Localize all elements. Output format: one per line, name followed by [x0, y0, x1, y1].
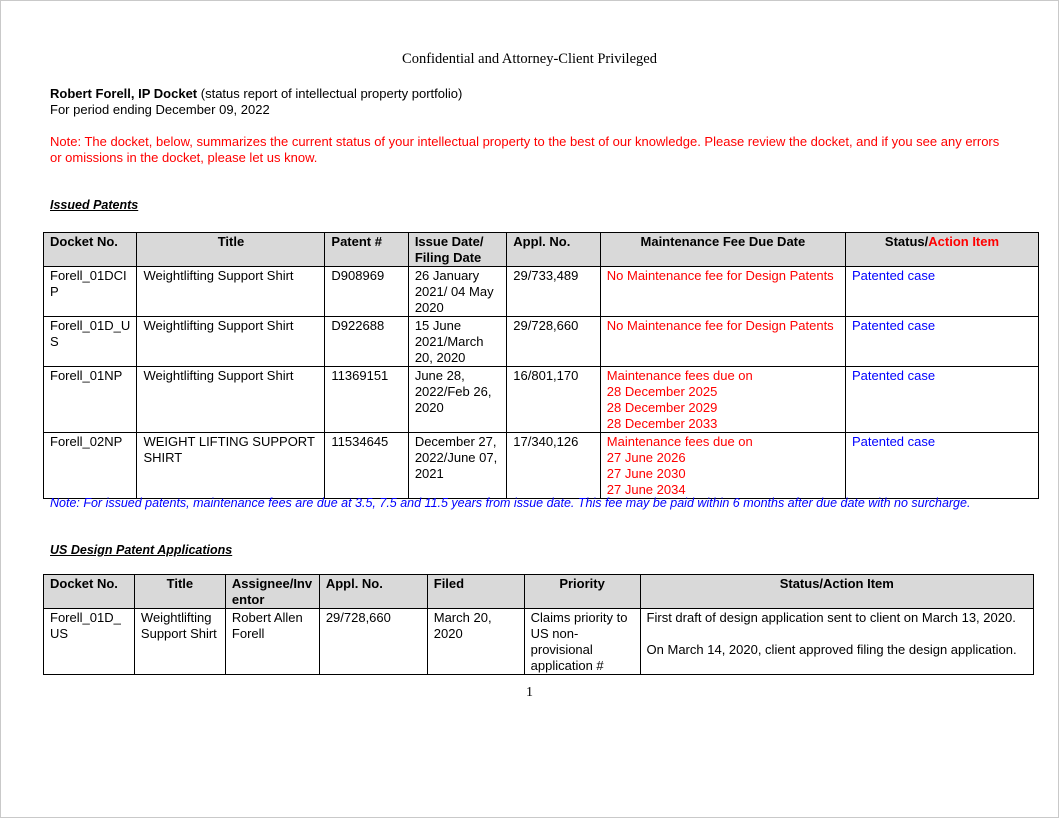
col-appl-no: Appl. No. [319, 575, 427, 609]
cell-issue-filing: 26 January 2021/ 04 May 2020 [408, 267, 506, 317]
cell-maintenance: No Maintenance fee for Design Patents [600, 267, 845, 317]
col-assignee-inventor: Assignee/Inventor [225, 575, 319, 609]
cell-priority: Claims priority to US non-provisional application # [524, 609, 640, 675]
cell-status: Patented case [845, 433, 1038, 499]
col-patent-no: Patent # [325, 233, 408, 267]
maintenance-line: Maintenance fees due on [606, 368, 753, 383]
confidentiality-header: Confidential and Attorney-Client Privileged [402, 51, 657, 67]
table-row [44, 367, 1039, 433]
docket-subtitle: (status report of intellectual property portfolio) [197, 86, 463, 101]
col-docket-no: Docket No. [44, 575, 135, 609]
design-apps-table [43, 574, 1034, 675]
cell-docket: Forell_01D_US [44, 609, 135, 675]
cell-status: Patented case [845, 317, 1038, 367]
docket-title [50, 86, 462, 101]
cell-maintenance [600, 433, 845, 499]
maintenance-date: 27 June 2030 [606, 466, 686, 481]
cell-status [640, 609, 1033, 675]
cell-issue-filing: June 28, 2022/Feb 26, 2020 [408, 367, 506, 433]
table-row [44, 317, 1039, 367]
action-item-label: Action Item [928, 234, 1000, 249]
review-note: Note: The docket, below, summarizes the current status of your intellectual property to the best of our knowledge. Please review the docket, and if you see any errors or omissions in the docket, please let us know. [50, 134, 1000, 165]
maintenance-date: 27 June 2034 [606, 482, 686, 497]
cell-title: WEIGHT LIFTING SUPPORT SHIRT [137, 433, 325, 499]
cell-maintenance: No Maintenance fee for Design Patents [600, 317, 845, 367]
status-entry: First draft of design application sent to client on March 13, 2020. [646, 610, 1016, 625]
cell-assignee: Robert Allen Forell [225, 609, 319, 675]
cell-patent: D922688 [325, 317, 408, 367]
page-number: 1 [526, 685, 533, 700]
cell-appl: 17/340,126 [507, 433, 600, 499]
maintenance-line: Maintenance fees due on [606, 434, 753, 449]
cell-appl: 29/733,489 [507, 267, 600, 317]
issued-patents-heading: Issued Patents [50, 198, 139, 212]
cell-status: Patented case [845, 367, 1038, 433]
col-title: Title [137, 233, 325, 267]
table-row [44, 433, 1039, 499]
status-entry: On March 14, 2020, client approved filing the design application. [646, 642, 1017, 657]
cell-title: Weightlifting Support Shirt [134, 609, 225, 675]
cell-docket: Forell_02NP [44, 433, 137, 499]
status-label: Status/ [884, 234, 929, 249]
col-filed: Filed [427, 575, 524, 609]
table-row [44, 267, 1039, 317]
design-apps-heading: US Design Patent Applications [50, 543, 233, 557]
cell-docket: Forell_01DCIP [44, 267, 137, 317]
col-title: Title [134, 575, 225, 609]
maintenance-fee-note: Note: For issued patents, maintenance fees are due at 3.5, 7.5 and 11.5 years from issue date. This fee may be paid within 6 months after due date with no surcharge. [50, 496, 971, 510]
table-header-row [44, 575, 1034, 609]
client-name: Robert Forell, IP Docket [50, 86, 198, 101]
cell-docket: Forell_01D_US [44, 317, 137, 367]
cell-patent: 11534645 [325, 433, 408, 499]
cell-status: Patented case [845, 267, 1038, 317]
cell-issue-filing: December 27, 2022/June 07, 2021 [408, 433, 506, 499]
table-header-row [44, 233, 1039, 267]
cell-title: Weightlifting Support Shirt [137, 317, 325, 367]
cell-appl: 16/801,170 [507, 367, 600, 433]
cell-patent: D908969 [325, 267, 408, 317]
col-status-action [845, 233, 1038, 267]
cell-issue-filing: 15 June 2021/March 20, 2020 [408, 317, 506, 367]
cell-title: Weightlifting Support Shirt [137, 367, 325, 433]
col-appl-no: Appl. No. [507, 233, 600, 267]
cell-docket: Forell_01NP [44, 367, 137, 433]
report-period: For period ending December 09, 2022 [50, 102, 270, 117]
col-docket-no: Docket No. [44, 233, 137, 267]
col-status-action: Status/Action Item [640, 575, 1033, 609]
table-row [44, 609, 1034, 675]
cell-appl: 29/728,660 [507, 317, 600, 367]
issued-patents-table [43, 232, 1039, 499]
maintenance-date: 28 December 2029 [606, 400, 718, 415]
cell-filed: March 20, 2020 [427, 609, 524, 675]
cell-title: Weightlifting Support Shirt [137, 267, 325, 317]
col-maintenance-fee: Maintenance Fee Due Date [600, 233, 845, 267]
cell-appl: 29/728,660 [319, 609, 427, 675]
cell-patent: 11369151 [325, 367, 408, 433]
maintenance-date: 27 June 2026 [606, 450, 686, 465]
cell-maintenance [600, 367, 845, 433]
col-priority: Priority [524, 575, 640, 609]
maintenance-date: 28 December 2033 [606, 416, 718, 431]
col-issue-filing-date: Issue Date/ Filing Date [408, 233, 506, 267]
maintenance-date: 28 December 2025 [606, 384, 718, 399]
